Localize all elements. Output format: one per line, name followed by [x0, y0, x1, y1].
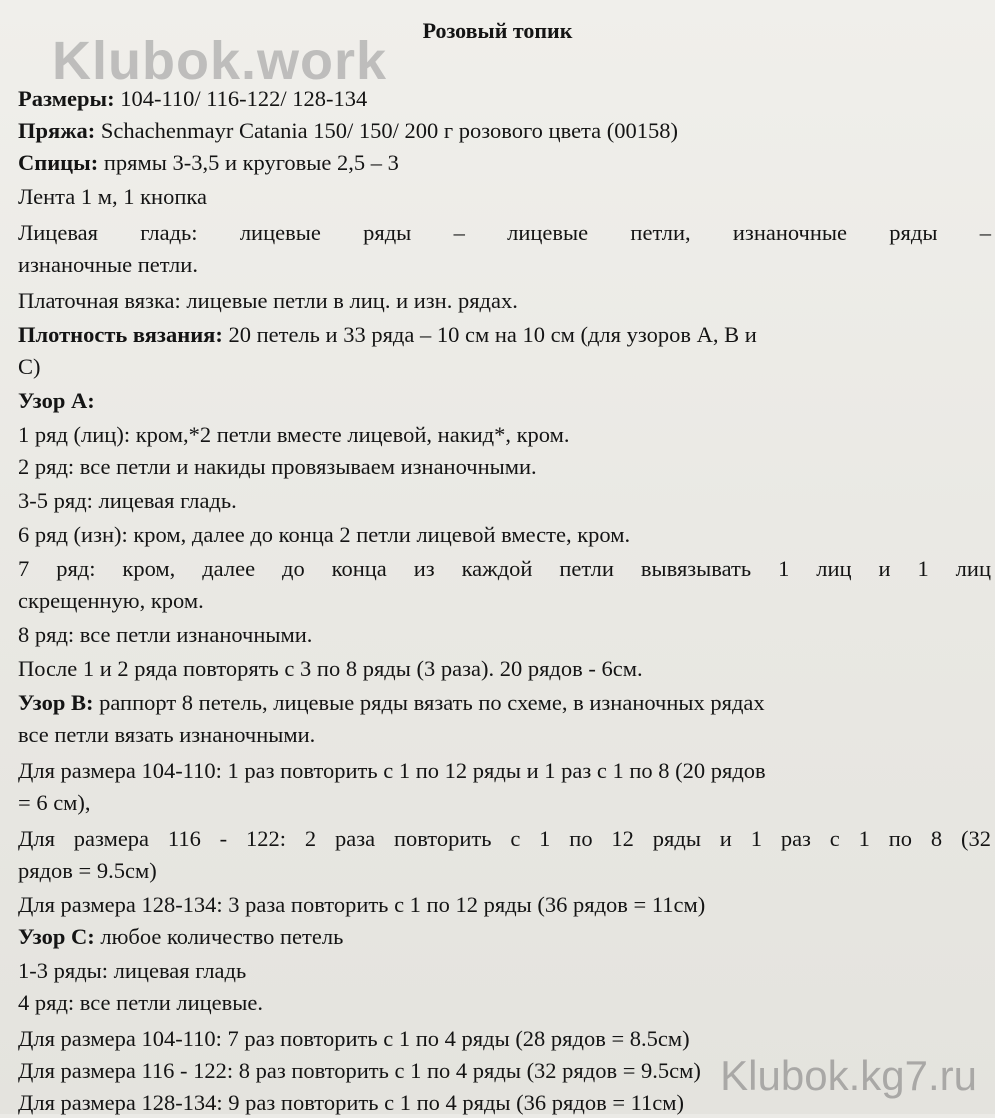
pattern-b-label: Узор В:	[18, 690, 94, 715]
needles-label: Спицы:	[18, 150, 99, 175]
sizes-label: Размеры:	[18, 86, 115, 111]
page-title: Розовый топик	[422, 18, 573, 43]
pattern-a-row: 2 ряд: все петли и накиды провязываем изнаночными.	[18, 454, 537, 479]
pattern-a-row: После 1 и 2 ряда повторять с 3 по 8 ряды (3 раза). 20 рядов - 6см.	[18, 656, 643, 681]
needles-line	[18, 148, 985, 178]
sizes-line	[18, 84, 985, 114]
pattern-b-line-1	[18, 688, 985, 718]
notions-line: Лента 1 м, 1 кнопка	[18, 184, 207, 209]
gauge-line-2: С)	[18, 354, 41, 379]
pattern-c-intro: любое количество петель	[94, 924, 344, 949]
garter-line: Платочная вязка: лицевые петли в лиц. и изн. рядах.	[18, 288, 518, 313]
watermark-top: Klubok.work	[52, 31, 388, 91]
pattern-c-row: Для размера 128-134: 9 раз повторить с 1 по 4 ряды (36 рядов = 11см)	[18, 1090, 685, 1115]
pattern-c-line-1	[18, 922, 985, 952]
yarn-label: Пряжа:	[18, 118, 96, 143]
pattern-a-row: 3-5 ряд: лицевая гладь.	[18, 488, 237, 513]
pattern-a-row: 1 ряд (лиц): кром,*2 петли вместе лицевой, накид*, кром.	[18, 422, 570, 447]
stockinette-line-1: Лицевая гладь: лицевые ряды – лицевые петли, изнаночные ряды –	[18, 220, 991, 245]
gauge-label: Плотность вязания:	[18, 322, 223, 347]
pattern-a-heading: Узор А:	[18, 388, 95, 413]
gauge-line-1	[18, 320, 985, 350]
pattern-a-row: скрещенную, кром.	[18, 588, 204, 613]
stockinette-line-2: изнаночные петли.	[18, 252, 198, 277]
pattern-a-row: 7 ряд: кром, далее до конца из каждой петли вывязывать 1 лиц и 1 лиц	[18, 556, 991, 581]
pattern-c-row: 4 ряд: все петли лицевые.	[18, 990, 264, 1015]
sizes-value: 104-110/ 116-122/ 128-134	[114, 86, 368, 111]
pattern-a-row: 8 ряд: все петли изнаночными.	[18, 622, 313, 647]
pattern-a-row: 6 ряд (изн): кром, далее до конца 2 петли лицевой вместе, кром.	[18, 522, 631, 547]
pattern-b-line-2: все петли вязать изнаночными.	[18, 722, 316, 747]
yarn-line	[18, 116, 985, 146]
pattern-b-intro: раппорт 8 петель, лицевые ряды вязать по схеме, в изнаночных рядах	[93, 690, 765, 715]
pattern-b-row: Для размера 116 - 122: 2 раза повторить с 1 по 12 ряды и 1 раз с 1 по 8 (32	[18, 826, 991, 851]
needles-value: прямы 3-3,5 и круговые 2,5 – 3	[98, 150, 399, 175]
pattern-b-row: = 6 см),	[18, 790, 91, 815]
yarn-value: Schachenmayr Catania 150/ 150/ 200 г розового цвета (00158)	[95, 118, 679, 143]
pattern-b-row: рядов = 9.5см)	[18, 858, 157, 883]
pattern-b-row: Для размера 104-110: 1 раз повторить с 1 по 12 ряды и 1 раз с 1 по 8 (20 рядов	[18, 758, 766, 783]
gauge-value-1: 20 петель и 33 ряда – 10 см на 10 см (для узоров А, В и	[222, 322, 757, 347]
pattern-c-row: Для размера 116 - 122: 8 раз повторить с 1 по 4 ряды (32 рядов = 9.5см)	[18, 1058, 701, 1083]
pattern-c-row: 1-3 ряды: лицевая гладь	[18, 958, 247, 983]
pattern-b-row: Для размера 128-134: 3 раза повторить с 1 по 12 ряды (36 рядов = 11см)	[18, 892, 706, 917]
pattern-c-label: Узор С:	[18, 924, 95, 949]
watermark-bottom: Klubok.kg7.ru	[720, 1052, 977, 1099]
pattern-c-row: Для размера 104-110: 7 раз повторить с 1 по 4 ряды (28 рядов = 8.5см)	[18, 1026, 690, 1051]
